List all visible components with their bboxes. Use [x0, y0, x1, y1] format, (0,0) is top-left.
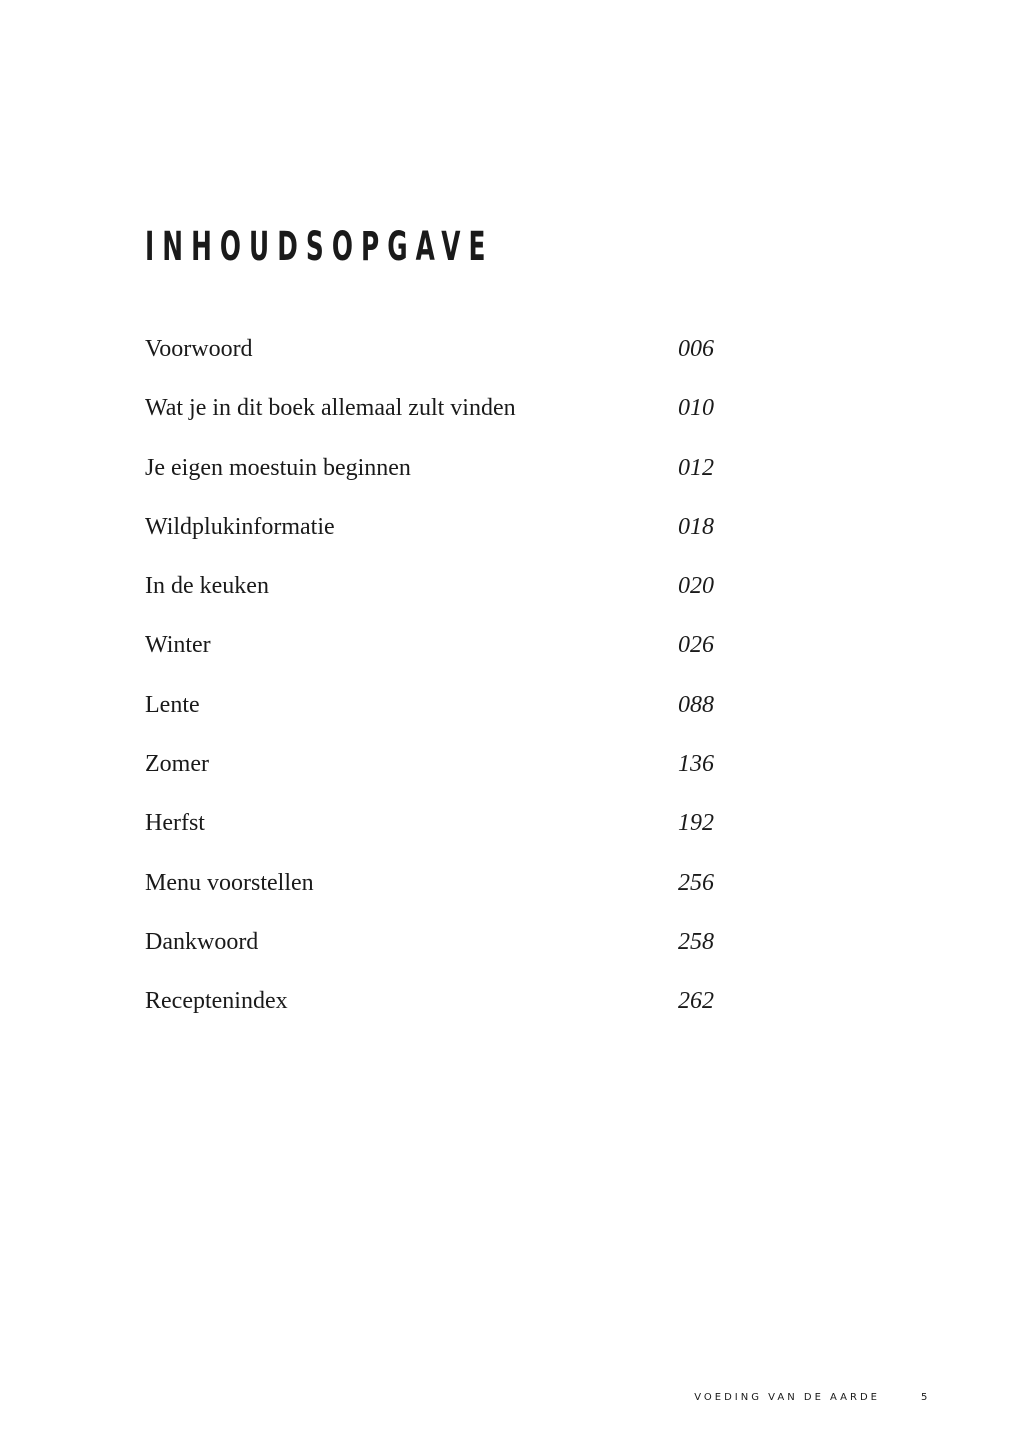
toc-entry-label: Zomer [145, 751, 209, 778]
footer-page-number: 5 [921, 1392, 928, 1403]
toc-entry-page: 026 [678, 632, 714, 659]
page-title: INHOUDSOPGAVE [145, 223, 494, 270]
table-of-contents [145, 330, 720, 1042]
toc-entry-label: Dankwoord [145, 928, 259, 955]
toc-entry-label: Menu voorstellen [145, 869, 314, 896]
toc-entry-page: 136 [678, 751, 714, 778]
toc-entry [145, 923, 720, 982]
toc-entry-page: 010 [678, 395, 714, 422]
toc-entry-label: Wat je in dit boek allemaal zult vinden [145, 395, 516, 422]
toc-entry [145, 626, 720, 685]
toc-entry [145, 449, 720, 508]
toc-entry-page: 192 [678, 810, 714, 837]
toc-entry [145, 686, 720, 745]
toc-entry-label: Wildplukinformatie [145, 513, 335, 540]
toc-entry-label: Herfst [145, 810, 205, 837]
toc-entry [145, 508, 720, 567]
toc-entry-page: 006 [678, 336, 714, 362]
toc-entry [145, 567, 720, 626]
toc-entry-page: 018 [678, 513, 714, 540]
toc-entry-label: Receptenindex [145, 988, 288, 1015]
toc-entry-label: In de keuken [145, 573, 269, 600]
toc-entry-page: 012 [678, 454, 714, 481]
toc-entry [145, 389, 720, 448]
toc-entry [145, 330, 720, 389]
toc-entry [145, 745, 720, 804]
toc-entry-page: 020 [678, 573, 714, 600]
toc-entry-label: Winter [145, 632, 211, 659]
toc-entry [145, 804, 720, 863]
toc-entry-label: Voorwoord [145, 336, 253, 362]
toc-entry-page: 258 [678, 928, 714, 955]
toc-entry-label: Je eigen moestuin beginnen [145, 454, 411, 481]
toc-entry [145, 982, 720, 1041]
toc-entry-page: 256 [678, 869, 714, 896]
toc-entry-label: Lente [145, 691, 200, 718]
footer-book-title: VOEDING VAN DE AARDE [694, 1392, 880, 1403]
toc-entry-page: 262 [678, 988, 714, 1015]
toc-entry-page: 088 [678, 691, 714, 718]
page-footer [0, 1392, 1021, 1412]
toc-entry [145, 864, 720, 923]
